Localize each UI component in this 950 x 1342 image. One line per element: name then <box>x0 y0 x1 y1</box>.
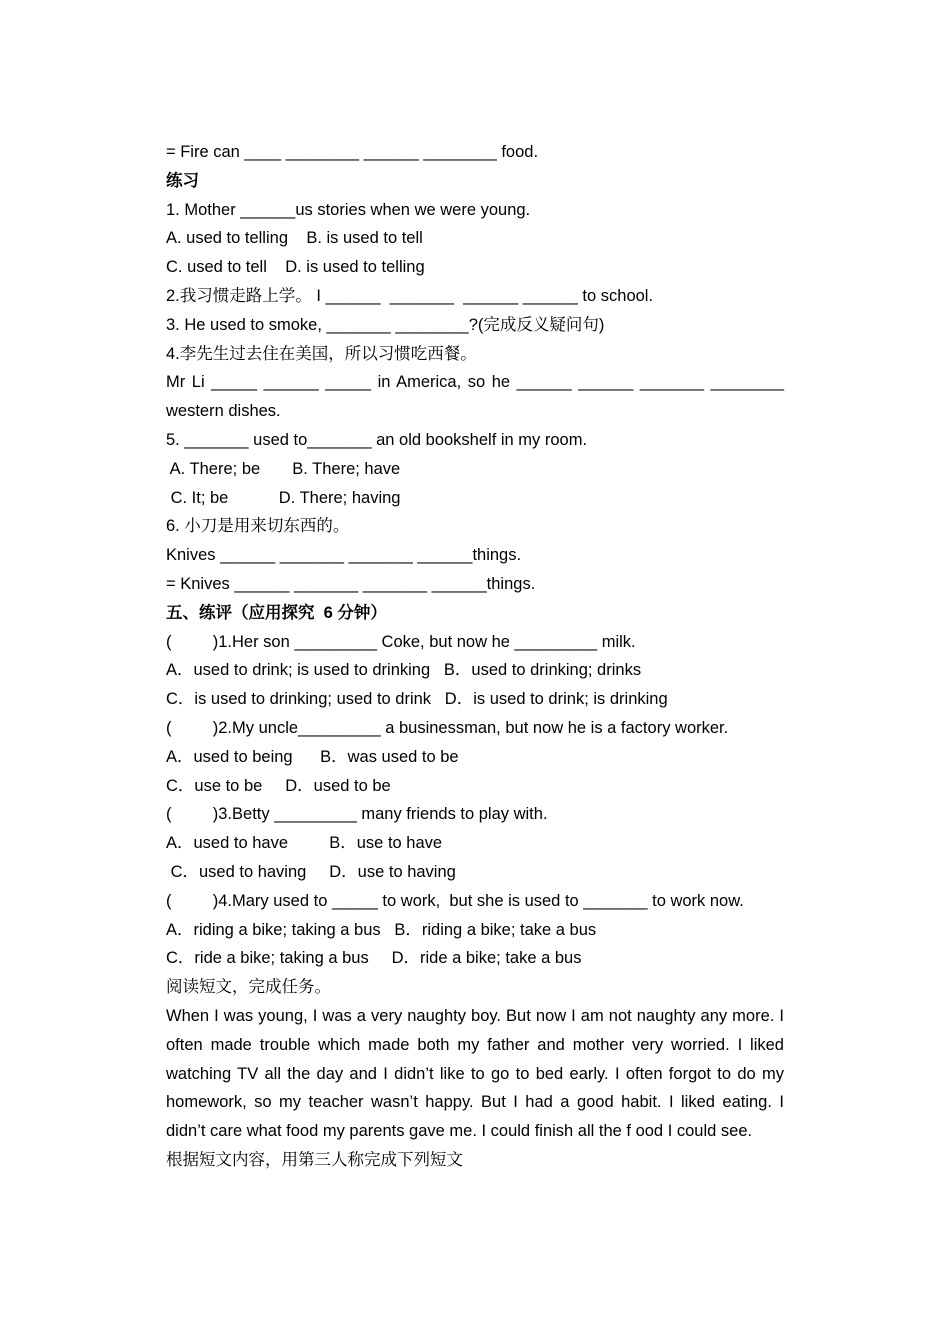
exercise-line: C．ride a bike; taking a bus D．ride a bike; take a bus <box>166 949 582 968</box>
exercise-line: ( )4.Mary used to _____ to work, but she is used to _______ to work now. <box>166 891 744 910</box>
exercise-line: Mr Li _____ ______ _____ in America, so he ______ ______ _______ ________ <box>166 373 784 392</box>
exercise-line: = Fire can ____ ________ ______ ________ food. <box>166 143 539 161</box>
exercise-line: 1. Mother ______us stories when we were young. <box>166 200 531 219</box>
section-heading: 五、练评（应用探究 6 分钟） <box>166 603 387 622</box>
exercise-line: C. used to tell D. is used to telling <box>166 258 425 277</box>
section-heading: 练习 <box>166 171 199 190</box>
exercise-line: A．used to have B．use to have <box>166 834 443 853</box>
reading-passage: When I was young, I was a very naughty boy. But now I am not naughty any more. I often made trouble which made both my father and mother very worried. I liked watching TV all the day and I didn’t like to go to bed early. I often forgot to do my homework, so my teacher wasn’t happy. But I had a good habit. I liked eating. I didn’t care what food my parents gave me. I could finish all the f ood I could see. <box>166 1006 784 1141</box>
exercise-line: A．used to drink; is used to drinking B．used to drinking; drinks <box>166 661 642 680</box>
exercise-line: 4.李先生过去住在美国，所以习惯吃西餐。 <box>166 344 477 363</box>
exercise-line: A. used to telling B. is used to tell <box>166 229 423 248</box>
exercise-line: C．used to having D．use to having <box>166 862 456 881</box>
exercise-line: A. There; be B. There; have <box>166 459 401 478</box>
worksheet-page <box>166 138 784 1175</box>
exercise-line: C. It; be D. There; having <box>166 488 401 507</box>
exercise-lines <box>166 138 784 1002</box>
exercise-line: A．riding a bike; taking a bus B．riding a bike; take a bus <box>166 920 597 939</box>
final-instruction: 根据短文内容，用第三人称完成下列短文 <box>166 1150 463 1169</box>
exercise-line: ( )2.My uncle_________ a businessman, but now he is a factory worker. <box>166 718 729 737</box>
exercise-line: A．used to being B．was used to be <box>166 747 459 766</box>
exercise-line: 2.我习惯走路上学。 I ______ _______ ______ ______ to school. <box>166 286 654 305</box>
exercise-line: 3. He used to smoke, _______ ________?(完成反义疑问句) <box>166 315 605 334</box>
exercise-line: = Knives ______ _______ _______ ______things. <box>166 574 536 593</box>
exercise-line: Knives ______ _______ _______ ______things. <box>166 546 522 565</box>
exercise-line: 6. 小刀是用来切东西的。 <box>166 517 350 536</box>
exercise-line: ( )3.Betty _________ many friends to play with. <box>166 805 548 824</box>
exercise-line: western dishes. <box>166 402 281 421</box>
exercise-line: C．use to be D．used to be <box>166 776 391 795</box>
exercise-line: C．is used to drinking; used to drink D．is used to drink; is drinking <box>166 690 668 709</box>
exercise-line: 阅读短文，完成任务。 <box>166 978 331 997</box>
exercise-line: 5. _______ used to_______ an old bookshelf in my room. <box>166 430 588 449</box>
exercise-line: ( )1.Her son _________ Coke, but now he _________ milk. <box>166 632 636 651</box>
